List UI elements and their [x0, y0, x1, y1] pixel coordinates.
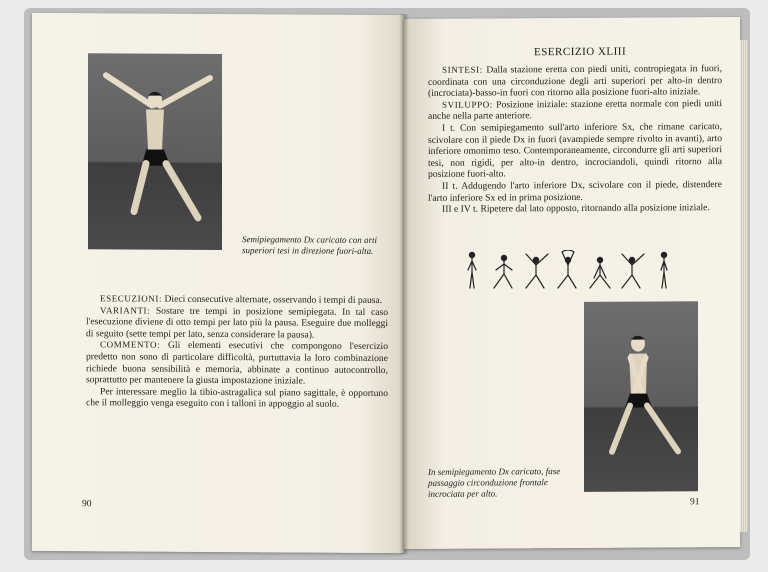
left-para-commento: COMMENTO: Gli elementi esecutivi che compongono l'esercizio predetto non sono di particolare difficoltà, purtuttavia la loro combinazione richiede buona sensibilità e memoria, abbinate a continuo autocontrollo, soprattutto per mantenere la giusta impostazione iniziale.	[86, 339, 388, 387]
right-para-sintesi: SINTESI: Dalla stazione eretta con piedi uniti, contropiegata in fuori, coordinata con una circonduzione degli arti superiori per alto-in dentro (incrociata)-basso-in fuori con ritorno alla posizione fuori-alto iniziale.	[428, 63, 722, 100]
left-page-number: 90	[82, 499, 92, 510]
left-photo-figure	[88, 53, 222, 250]
sequence-figure-4	[558, 250, 576, 288]
right-photo-caption: In semipiegamento Dx caricato, fase passaggio circonduzione frontale incrociata per alto.	[428, 466, 561, 499]
label-esecuzioni: ESECUZIONI:	[100, 293, 163, 304]
right-page-number: 91	[690, 497, 700, 508]
left-page	[32, 13, 404, 553]
right-photo-figure	[584, 301, 698, 492]
left-para-esecuzioni: ESECUZIONI: Dieci consecutive alternate, osservando i tempi di pausa.	[100, 293, 383, 307]
left-photo	[88, 53, 222, 250]
sequence-figure-2	[494, 255, 512, 288]
right-body-text	[428, 63, 722, 216]
right-para-second-time: II t. Addugendo l'arto inferiore Dx, scivolare con il piede, distendere l'arto inferiore Sx ed in prima posizione.	[428, 179, 722, 204]
right-photo	[584, 301, 698, 492]
left-photo-caption: Semipiegamento Dx caricato con arti superiori tesi in direzione fuori-alta.	[242, 234, 377, 256]
right-para-third-fourth-time: III e IV t. Ripetere dal lato opposto, ritornando alla posizione iniziale.	[442, 202, 710, 215]
sequence-figure-7	[661, 252, 667, 288]
sequence-figure-6	[622, 254, 644, 288]
label-varianti: VARIANTI:	[100, 304, 151, 316]
left-para-varianti: VARIANTI: Sostare tre tempi in posizione semipiegata. In tal caso l'esecuzione diviene di otto tempi per lato più la pausa. Eseguire due molleggi di seguito (sette tempi per lato, senza considerare la pausa).	[86, 304, 388, 341]
page-edges	[740, 40, 748, 532]
exercise-title: ESERCIZIO XLIII	[534, 45, 627, 59]
exercise-sequence-diagram	[464, 250, 672, 292]
label-sintesi: SINTESI:	[442, 64, 483, 75]
label-commento: COMMENTO:	[100, 339, 161, 351]
right-para-first-time: I t. Con semipiegamento sull'arto inferiore Sx, che rimane caricato, scivolare con il piede Dx in fuori (avampiede sempre rivolto in avanti), arto inferiore omonimo teso. Contemporaneamente, circondurre gli arti superiori tesi, non rigidi, per alto-in dentro, incrociandoli, quindi ritorno alla posizione fuori-alto.	[428, 121, 722, 181]
book-gutter	[399, 14, 409, 554]
label-sviluppo: SVILUPPO:	[442, 99, 493, 110]
sequence-figure-3	[526, 254, 548, 288]
right-para-sviluppo: SVILUPPO: Posizione iniziale: stazione eretta normale con piedi uniti anche nella parte anteriore.	[428, 97, 722, 123]
sequence-figure-5	[590, 257, 610, 288]
sequence-figure-1	[468, 252, 476, 288]
left-para-tibio: Per interessare meglio la tibio-astragalica sul piano sagittale, è opportuno che il molleggio venga eseguito con i talloni in appoggio al suolo.	[86, 386, 388, 411]
left-body-text	[86, 293, 388, 411]
